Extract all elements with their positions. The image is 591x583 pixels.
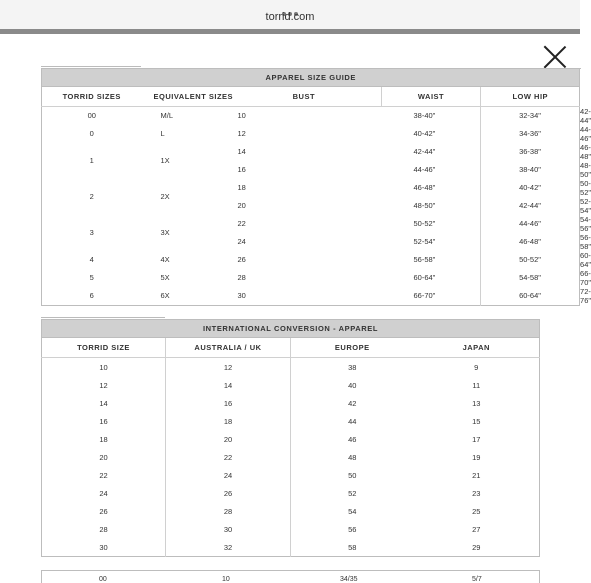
waist-cell: 32-34" (481, 107, 580, 125)
peek-cell: 34/35 (340, 576, 358, 583)
bust-cell: 50-52" (413, 219, 436, 229)
japan-cell: 13 (472, 398, 481, 408)
browser-top-bar (0, 0, 580, 29)
bust-cell: 52-54" (413, 237, 436, 247)
europe-cell: 48 (291, 448, 414, 466)
table-row: 16 44-46" 38-40" 48-50" (237, 160, 591, 179)
waist-cell: 34-36" (481, 125, 580, 143)
europe-cell: 52 (291, 484, 414, 502)
australia-uk-cell: 18 (166, 412, 291, 430)
equivalent-size-cell: L (160, 129, 165, 139)
bust-cell: 42-44" (413, 147, 436, 157)
europe-cell: 50 (291, 466, 414, 484)
equivalent-size-cell: 3X (160, 228, 170, 238)
column-header: TORRID SIZE (42, 338, 166, 358)
equivalent-size-cell: 1X (160, 156, 170, 166)
japan-cell: 23 (472, 488, 481, 498)
table-row (42, 520, 540, 538)
waist-cell: 40-42" (481, 179, 580, 197)
japan-cell: 27 (472, 524, 481, 534)
japan-cell: 15 (472, 416, 481, 426)
europe-cell: 38 (291, 358, 414, 377)
torrid-size-cell: 0 (89, 129, 94, 139)
table-row: 00 M/L 10 38-40" 32-34" 42-44" (42, 107, 580, 125)
column-header: WAIST (382, 87, 481, 107)
waist-cell: 54-58" (481, 269, 580, 287)
column-header: EQUIVALENT SIZES BUST (142, 87, 382, 107)
waist-cell: 38-40" (481, 161, 580, 179)
torrid-size-cell: 28 (99, 524, 108, 534)
waist-cell: 36-38" (481, 143, 580, 161)
tab-underline (41, 66, 141, 67)
bust-cell: 38-40" (413, 111, 436, 121)
torrid-size-cell: 10 (99, 362, 108, 372)
column-header: LOW HIP (481, 87, 580, 107)
australia-uk-cell: 24 (166, 466, 291, 484)
table-row (42, 502, 540, 520)
europe-cell: 54 (291, 502, 414, 520)
torrid-size-cell: 30 (99, 542, 108, 552)
numeric-size-cell: 22 (237, 219, 246, 229)
equivalent-size-cell: 6X (160, 291, 170, 301)
bust-cell: 66-70" (413, 291, 436, 301)
japan-cell: 25 (472, 506, 481, 516)
table-row (42, 394, 540, 412)
numeric-size-cell: 26 (237, 255, 246, 265)
table-row: 0 L 12 40-42" 34-36" 44-46" (42, 125, 580, 143)
numeric-size-cell: 20 (237, 201, 246, 211)
japan-cell: 11 (472, 380, 481, 390)
next-table-peek (41, 570, 540, 583)
waist-cell: 44-46" (481, 215, 580, 233)
peek-cell: 5/7 (472, 576, 482, 583)
numeric-size-cell: 30 (237, 291, 246, 301)
table-row (42, 466, 540, 484)
peek-cell: 00 (99, 576, 107, 583)
waist-cell: 50-52" (481, 251, 580, 269)
bust-cell: 56-58" (413, 255, 436, 265)
australia-uk-cell: 30 (166, 520, 291, 538)
tab-underline (41, 317, 165, 318)
numeric-size-cell: 18 (237, 183, 246, 193)
torrid-size-cell: 24 (99, 488, 108, 498)
column-header: JAPAN (414, 338, 540, 358)
torrid-size-cell: 3 (89, 228, 94, 238)
table-row (42, 538, 540, 557)
table-row: 5 5X 28 60-64" 54-58" 66-70" (42, 269, 580, 287)
australia-uk-cell: 22 (166, 448, 291, 466)
table-row: 20 48-50" 42-44" 52-54" (237, 196, 591, 215)
torrid-size-cell: 4 (89, 255, 94, 265)
close-icon[interactable] (544, 46, 566, 68)
europe-cell: 42 (291, 394, 414, 412)
equivalent-size-cell: 4X (160, 255, 170, 265)
equivalent-size-cell: 5X (160, 273, 170, 283)
equivalent-size-cell: M/L (160, 111, 174, 121)
numeric-size-cell: 16 (237, 165, 246, 175)
numeric-size-cell: 12 (237, 129, 246, 139)
japan-cell: 19 (472, 452, 481, 462)
torrid-size-cell: 14 (99, 398, 108, 408)
torrid-size-cell: 26 (99, 506, 108, 516)
australia-uk-cell: 32 (166, 538, 291, 557)
table-row (42, 358, 540, 377)
more-dots-icon[interactable] (0, 3, 580, 9)
table-row: 6 6X 30 66-70" 60-64" 72-76" (42, 287, 580, 306)
torrid-size-cell: 5 (89, 273, 94, 283)
torrid-size-cell: 22 (99, 470, 108, 480)
japan-cell: 21 (472, 470, 481, 480)
bust-cell: 46-48" (413, 183, 436, 193)
table-row (42, 430, 540, 448)
numeric-size-cell: 24 (237, 237, 246, 247)
bust-cell: 40-42" (413, 129, 436, 139)
numeric-size-cell: 28 (237, 273, 246, 283)
waist-cell: 42-44" (481, 197, 580, 215)
australia-uk-cell: 16 (166, 394, 291, 412)
australia-uk-cell: 20 (166, 430, 291, 448)
table-row: 4 4X 26 56-58" 50-52" 60-64" (42, 251, 580, 269)
equivalent-size-cell: 2X (160, 192, 170, 202)
bust-cell: 48-50" (413, 201, 436, 211)
table-row: 3 3X 22 50-52" 44-46" 54-56" (42, 215, 580, 233)
numeric-size-cell: 10 (237, 111, 246, 121)
column-header: EUROPE (291, 338, 414, 358)
australia-uk-cell: 14 (166, 376, 291, 394)
peek-cell: 10 (222, 576, 230, 583)
torrid-size-cell: 12 (99, 380, 108, 390)
europe-cell: 46 (291, 430, 414, 448)
torrid-size-cell: 2 (89, 192, 94, 202)
torrid-size-cell: 18 (99, 434, 108, 444)
australia-uk-cell: 26 (166, 484, 291, 502)
url-domain[interactable]: torrid.com (265, 11, 315, 23)
apparel-size-guide-table (41, 68, 591, 306)
table-row (42, 484, 540, 502)
torrid-size-cell: 00 (87, 111, 96, 121)
table-row: 2 2X 18 46-48" 40-42" 50-52" (42, 179, 580, 197)
column-header: AUSTRALIA / UK (166, 338, 291, 358)
waist-cell: 46-48" (481, 233, 580, 251)
torrid-size-cell: 1 (89, 156, 94, 166)
table-row: 1 1X 14 42-44" 36-38" 46-48" (42, 143, 580, 161)
table-row (42, 376, 540, 394)
table-title: INTERNATIONAL CONVERSION - APPAREL (42, 320, 540, 338)
numeric-size-cell: 14 (237, 147, 246, 157)
japan-cell: 29 (472, 542, 481, 552)
australia-uk-cell: 28 (166, 502, 291, 520)
table-row (42, 412, 540, 430)
table-row: 24 52-54" 46-48" 56-58" (237, 232, 591, 251)
japan-cell: 9 (474, 362, 479, 372)
bust-cell: 44-46" (413, 165, 436, 175)
australia-uk-cell: 12 (166, 358, 291, 377)
europe-cell: 56 (291, 520, 414, 538)
europe-cell: 44 (291, 412, 414, 430)
europe-cell: 58 (291, 538, 414, 557)
column-header: TORRID SIZES (42, 87, 142, 107)
torrid-size-cell: 6 (89, 291, 94, 301)
europe-cell: 40 (291, 376, 414, 394)
waist-cell: 60-64" (481, 287, 580, 306)
bust-cell: 60-64" (413, 273, 436, 283)
torrid-size-cell: 20 (99, 452, 108, 462)
torrid-size-cell: 16 (99, 416, 108, 426)
japan-cell: 17 (472, 434, 481, 444)
table-row (42, 448, 540, 466)
international-conversion-table (41, 319, 540, 557)
table-title: APPAREL SIZE GUIDE (42, 69, 580, 87)
